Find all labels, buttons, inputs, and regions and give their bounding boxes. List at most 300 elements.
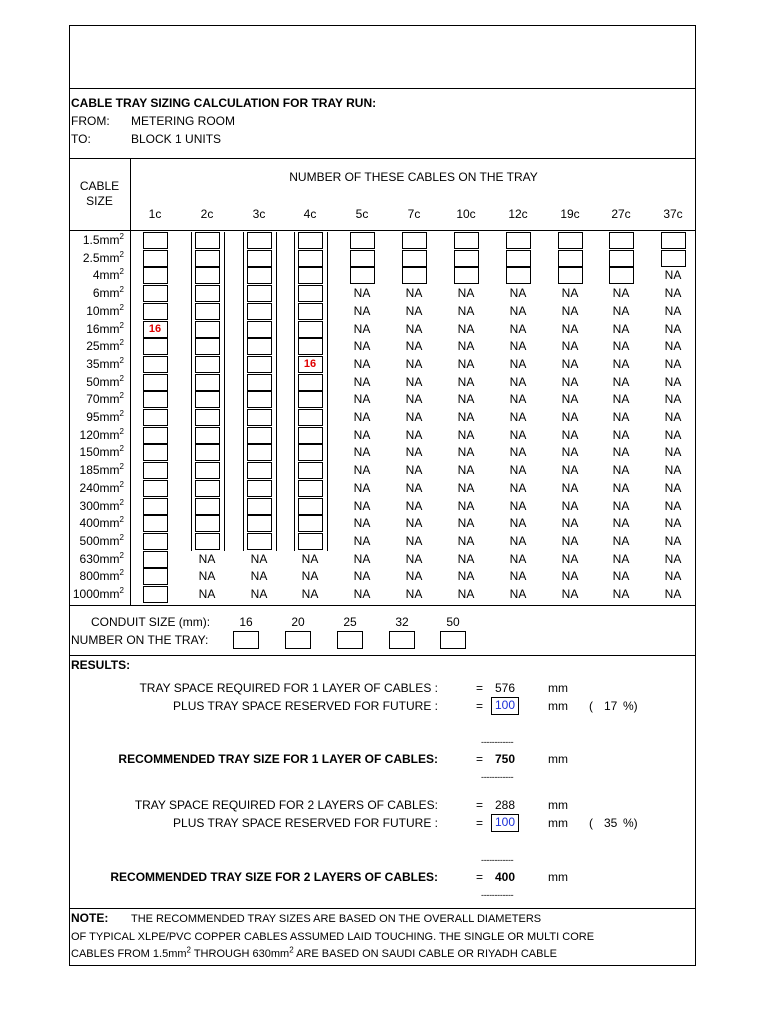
cable-count-cell[interactable] — [298, 391, 323, 408]
cable-count-cell[interactable] — [558, 250, 583, 267]
not-applicable: NA — [353, 321, 371, 336]
not-applicable: NA — [664, 410, 682, 424]
not-applicable: NA — [405, 569, 423, 584]
cable-count-cell[interactable] — [195, 444, 220, 461]
cable-size-label: $630mm^2$ — [79, 550, 124, 566]
not-applicable: NA — [612, 374, 630, 389]
not-applicable: NA — [457, 321, 475, 336]
not-applicable: NA — [509, 356, 527, 371]
not-applicable: NA — [612, 286, 630, 301]
cable-count-cell[interactable] — [247, 515, 272, 532]
cable-count-cell[interactable] — [350, 267, 375, 284]
not-applicable: NA — [612, 427, 630, 442]
cable-count-cell[interactable] — [609, 232, 634, 249]
cable-count-cell[interactable] — [195, 515, 220, 532]
not-applicable: NA — [457, 392, 475, 407]
conduit-count-input[interactable] — [285, 631, 311, 649]
not-applicable: NA — [457, 427, 475, 442]
cable-count-cell[interactable] — [247, 444, 272, 461]
cable-count-cell[interactable] — [195, 374, 220, 391]
not-applicable: NA — [353, 339, 371, 354]
two-layer-percent: 35 — [604, 816, 618, 830]
note-line-1: THE RECOMMENDED TRAY SIZES ARE BASED ON THE OVERALL DIAMETERS — [131, 913, 542, 925]
not-applicable: NA — [664, 498, 682, 513]
cable-count-cell[interactable] — [506, 267, 531, 284]
cable-count-cell[interactable] — [195, 232, 220, 249]
cable-count-cell[interactable] — [298, 515, 323, 532]
not-applicable: NA — [561, 321, 579, 336]
not-applicable: NA — [457, 445, 475, 460]
not-applicable: NA — [301, 569, 319, 584]
cable-count-cell[interactable] — [298, 409, 323, 426]
not-applicable: NA — [405, 356, 423, 371]
cable-count-cell[interactable] — [402, 250, 427, 267]
to-label: TO: — [71, 132, 91, 146]
not-applicable: NA — [405, 498, 423, 513]
one-layer-recommended-value: 750 — [494, 752, 516, 766]
not-applicable: NA — [457, 551, 475, 566]
not-applicable: NA — [664, 303, 682, 318]
cable-count-cell[interactable] — [298, 285, 323, 302]
not-applicable: NA — [457, 480, 475, 495]
cable-count-cell[interactable] — [143, 427, 168, 444]
not-applicable: NA — [612, 498, 630, 513]
not-applicable: NA — [612, 356, 630, 371]
core-header-7c: 7c — [407, 207, 421, 221]
cable-count-cell[interactable] — [143, 551, 168, 568]
cable-count-cell[interactable] — [143, 356, 168, 373]
cable-count-cell[interactable] — [143, 250, 168, 267]
cable-count-cell[interactable] — [143, 515, 168, 532]
not-applicable: NA — [561, 339, 579, 354]
cable-count-cell[interactable]: 16 — [298, 356, 323, 373]
two-layer-required-label: TRAY SPACE REQUIRED FOR 2 LAYERS OF CABLES: — [134, 798, 438, 812]
one-layer-pct-open: ( — [589, 699, 593, 713]
core-header-5c: 5c — [355, 207, 369, 221]
cable-count-cell[interactable] — [247, 356, 272, 373]
cable-count-cell[interactable] — [298, 321, 323, 338]
cable-size-label: $95mm^2$ — [86, 409, 124, 424]
not-applicable: NA — [457, 569, 475, 584]
not-applicable: NA — [457, 374, 475, 389]
not-applicable: NA — [561, 374, 579, 389]
not-applicable: NA — [561, 445, 579, 460]
not-applicable: NA — [509, 339, 527, 354]
not-applicable: NA — [561, 498, 579, 513]
cable-count-cell[interactable] — [143, 568, 168, 585]
not-applicable: NA — [457, 356, 475, 371]
column-strip — [294, 232, 295, 551]
cable-count-cell[interactable] — [661, 250, 686, 267]
note-line-3-sup-2: 2 — [289, 945, 294, 955]
not-applicable: NA — [664, 427, 682, 442]
one-layer-future-equals: = — [476, 699, 484, 713]
cable-count-cell[interactable] — [143, 338, 168, 355]
not-applicable: NA — [612, 303, 630, 318]
core-header-19c: 19c — [560, 207, 580, 221]
cable-count-cell[interactable] — [195, 356, 220, 373]
cable-size-label: $800mm^2$ — [79, 568, 124, 584]
cable-count-cell[interactable] — [247, 285, 272, 302]
not-applicable: NA — [664, 533, 682, 548]
cable-size-label: $240mm^2$ — [79, 479, 124, 495]
cable-count-cell[interactable] — [143, 409, 168, 426]
cable-size-label: $1.5mm^2$ — [82, 232, 124, 247]
two-layer-recommended-label: RECOMMENDED TRAY SIZE FOR 2 LAYERS OF CABLES: — [110, 870, 438, 884]
column-strip — [327, 232, 328, 551]
core-header-2c: 2c — [200, 207, 214, 221]
not-applicable: NA — [457, 339, 475, 354]
not-applicable: NA — [664, 321, 682, 336]
not-applicable: NA — [457, 533, 475, 548]
not-applicable: NA — [353, 374, 371, 389]
cable-size-label: $1000mm^2$ — [72, 586, 124, 601]
cable-count-cell[interactable] — [661, 232, 686, 249]
cable-size-header-line1: CABLE — [79, 179, 120, 193]
core-header-1c: 1c — [148, 207, 162, 221]
cable-count-cell[interactable] — [195, 462, 220, 479]
cable-count-cell[interactable] — [350, 232, 375, 249]
cable-count-cell[interactable] — [143, 267, 168, 284]
not-applicable: NA — [353, 551, 371, 566]
not-applicable: NA — [664, 392, 682, 407]
cable-count-cell[interactable] — [195, 267, 220, 284]
not-applicable: NA — [561, 569, 579, 584]
cable-count-cell[interactable] — [195, 285, 220, 302]
cable-size-header-line2: SIZE — [86, 194, 113, 208]
not-applicable: NA — [509, 303, 527, 318]
not-applicable: NA — [561, 587, 579, 601]
core-header-10c: 10c — [456, 207, 476, 221]
cable-count-cell[interactable] — [195, 480, 220, 497]
one-layer-percent: 17 — [604, 699, 618, 713]
sheet-title: CABLE TRAY SIZING CALCULATION FOR TRAY RUN: — [71, 96, 377, 110]
not-applicable: NA — [353, 498, 371, 513]
cable-size-label: $25mm^2$ — [86, 338, 124, 354]
not-applicable: NA — [353, 303, 371, 318]
cable-count-cell[interactable] — [454, 250, 479, 267]
cable-count-cell[interactable] — [247, 232, 272, 249]
cable-count-cell[interactable] — [609, 267, 634, 284]
not-applicable: NA — [561, 427, 579, 442]
not-applicable: NA — [509, 516, 527, 531]
one-layer-pct-close: %) — [623, 699, 638, 713]
two-layer-dash-top: ------------ — [481, 855, 514, 865]
cable-count-cell[interactable] — [143, 462, 168, 479]
cable-count-cell[interactable] — [298, 533, 323, 550]
conduit-size-25: 25 — [343, 615, 357, 629]
not-applicable: NA — [353, 445, 371, 460]
cable-count-cell[interactable] — [402, 267, 427, 284]
one-layer-required-equals: = — [476, 681, 484, 695]
not-applicable: NA — [612, 551, 630, 566]
not-applicable: NA — [457, 498, 475, 513]
cable-count-cell[interactable] — [558, 267, 583, 284]
not-applicable: NA — [561, 303, 579, 318]
not-applicable: NA — [250, 551, 268, 566]
not-applicable: NA — [509, 498, 527, 513]
cable-count-cell[interactable] — [298, 338, 323, 355]
cable-count-cell[interactable] — [195, 498, 220, 515]
not-applicable: NA — [561, 516, 579, 531]
not-applicable: NA — [353, 533, 371, 548]
cable-count-cell[interactable] — [143, 586, 168, 603]
cable-count-cell[interactable] — [247, 303, 272, 320]
cable-count-cell[interactable] — [298, 232, 323, 249]
two-layer-recommended-value: 400 — [494, 870, 516, 884]
not-applicable: NA — [457, 516, 475, 531]
cable-size-label: $10mm^2$ — [86, 302, 124, 318]
column-strip — [276, 232, 277, 551]
not-applicable: NA — [198, 551, 216, 566]
cable-count-cell[interactable] — [195, 250, 220, 267]
not-applicable: NA — [405, 463, 423, 478]
cable-count-cell[interactable] — [350, 250, 375, 267]
not-applicable: NA — [509, 374, 527, 389]
column-strip — [224, 232, 225, 551]
cable-count-cell[interactable] — [195, 409, 220, 426]
two-layer-recommended-equals: = — [476, 870, 484, 884]
cable-count-cell[interactable] — [143, 391, 168, 408]
not-applicable: NA — [612, 480, 630, 495]
not-applicable: NA — [612, 392, 630, 407]
divider-grid-bottom — [69, 605, 696, 606]
cable-size-label: $16mm^2$ — [86, 320, 124, 336]
cable-count-cell[interactable] — [143, 444, 168, 461]
cable-count-cell[interactable] — [609, 250, 634, 267]
not-applicable: NA — [353, 286, 371, 301]
not-applicable: NA — [301, 587, 319, 601]
core-header-37c: 37c — [663, 207, 683, 221]
one-layer-required-unit: mm — [548, 681, 568, 695]
note-label: NOTE: — [71, 911, 109, 925]
not-applicable: NA — [664, 569, 682, 584]
two-layer-future-label: PLUS TRAY SPACE RESERVED FOR FUTURE : — [173, 816, 438, 830]
cable-count-cell[interactable] — [195, 321, 220, 338]
not-applicable: NA — [664, 463, 682, 478]
cable-count-cell[interactable] — [195, 303, 220, 320]
not-applicable: NA — [664, 339, 682, 354]
two-layer-required-equals: = — [476, 798, 484, 812]
cable-count-cell[interactable] — [195, 533, 220, 550]
core-header-12c: 12c — [508, 207, 528, 221]
cable-count-cell[interactable] — [143, 232, 168, 249]
not-applicable: NA — [457, 463, 475, 478]
not-applicable: NA — [353, 569, 371, 584]
conduit-count-input[interactable] — [440, 631, 466, 649]
not-applicable: NA — [353, 463, 371, 478]
cable-count-cell[interactable] — [143, 498, 168, 515]
not-applicable: NA — [561, 533, 579, 548]
cable-count-cell[interactable] — [143, 374, 168, 391]
not-applicable: NA — [457, 303, 475, 318]
cable-count-cell[interactable] — [506, 250, 531, 267]
cable-count-cell[interactable] — [247, 321, 272, 338]
not-applicable: NA — [457, 410, 475, 424]
cable-count-cell[interactable] — [247, 338, 272, 355]
conduit-count-input[interactable] — [233, 631, 259, 649]
not-applicable: NA — [664, 551, 682, 566]
column-strip — [243, 232, 244, 551]
not-applicable: NA — [457, 587, 475, 601]
cable-count-cell[interactable] — [247, 462, 272, 479]
note-line-2: OF TYPICAL XLPE/PVC COPPER CABLES ASSUMED LAID TOUCHING. THE SINGLE OR MULTI CORE — [71, 931, 595, 943]
one-layer-future-label: PLUS TRAY SPACE RESERVED FOR FUTURE : — [173, 699, 438, 713]
cable-size-label: $120mm^2$ — [79, 426, 124, 442]
cable-count-cell[interactable] — [195, 391, 220, 408]
not-applicable: NA — [353, 427, 371, 442]
not-applicable: NA — [405, 516, 423, 531]
conduit-count-input[interactable] — [337, 631, 363, 649]
not-applicable: NA — [561, 463, 579, 478]
two-layer-required-value: 288 — [494, 798, 516, 812]
cable-count-cell[interactable] — [298, 250, 323, 267]
not-applicable: NA — [405, 374, 423, 389]
not-applicable: NA — [664, 445, 682, 460]
one-layer-recommended-unit: mm — [548, 752, 568, 766]
cable-size-label: $500mm^2$ — [79, 532, 124, 548]
cable-count-cell[interactable] — [402, 232, 427, 249]
conduit-count-input[interactable] — [389, 631, 415, 649]
cable-size-label: $6mm^2$ — [92, 285, 124, 301]
two-layer-future-input[interactable]: 100 — [491, 814, 519, 832]
cable-count-cell[interactable] — [298, 427, 323, 444]
two-layer-pct-close: %) — [623, 816, 638, 830]
not-applicable: NA — [509, 587, 527, 601]
not-applicable: NA — [457, 286, 475, 301]
cable-size-label: $4mm^2$ — [92, 267, 124, 283]
cable-count-cell[interactable] — [247, 480, 272, 497]
cable-count-cell[interactable] — [298, 498, 323, 515]
not-applicable: NA — [664, 286, 682, 301]
cable-count-cell[interactable] — [247, 498, 272, 515]
cable-count-cell[interactable] — [247, 391, 272, 408]
not-applicable: NA — [561, 410, 579, 424]
cable-count-cell[interactable] — [298, 267, 323, 284]
not-applicable: NA — [509, 392, 527, 407]
conduit-number-label: NUMBER ON THE TRAY: — [71, 633, 209, 647]
not-applicable: NA — [405, 587, 423, 601]
not-applicable: NA — [405, 551, 423, 566]
not-applicable: NA — [509, 286, 527, 301]
divider-results-top — [69, 655, 696, 656]
note-line-3-sup-1: 2 — [186, 945, 191, 955]
cable-count-cell[interactable] — [143, 480, 168, 497]
not-applicable: NA — [405, 480, 423, 495]
one-layer-recommended-label: RECOMMENDED TRAY SIZE FOR 1 LAYER OF CABLES: — [118, 752, 438, 766]
core-header-3c: 3c — [252, 207, 266, 221]
note-line-3 — [71, 947, 557, 961]
cable-count-cell[interactable] — [298, 374, 323, 391]
not-applicable: NA — [405, 427, 423, 442]
not-applicable: NA — [509, 480, 527, 495]
not-applicable: NA — [664, 516, 682, 531]
not-applicable: NA — [353, 516, 371, 531]
cable-count-cell[interactable] — [247, 250, 272, 267]
one-layer-future-input[interactable]: 100 — [491, 697, 519, 715]
cable-count-cell[interactable] — [247, 533, 272, 550]
cable-count-cell[interactable] — [558, 232, 583, 249]
divider-header-bottom — [69, 158, 696, 159]
cable-count-cell[interactable] — [298, 444, 323, 461]
note-line-3-part-2: THROUGH 630mm — [190, 948, 290, 960]
not-applicable: NA — [664, 356, 682, 371]
conduit-size-50: 50 — [446, 615, 460, 629]
from-label: FROM: — [71, 114, 110, 128]
two-layer-dash-bottom: ------------ — [481, 890, 514, 900]
note-line-3-part-1: CABLES FROM 1.5mm — [71, 948, 187, 960]
cable-count-cell[interactable] — [195, 338, 220, 355]
cable-count-cell[interactable] — [506, 232, 531, 249]
two-layer-future-equals: = — [476, 816, 484, 830]
to-value: BLOCK 1 UNITS — [131, 132, 222, 146]
cable-count-cell[interactable] — [143, 285, 168, 302]
cable-count-cell[interactable] — [143, 533, 168, 550]
cable-count-cell[interactable]: 16 — [143, 321, 168, 338]
cable-count-cell[interactable] — [298, 462, 323, 479]
not-applicable: NA — [509, 463, 527, 478]
cable-count-cell[interactable] — [247, 374, 272, 391]
cable-count-cell[interactable] — [298, 480, 323, 497]
not-applicable: NA — [509, 445, 527, 460]
not-applicable: NA — [353, 587, 371, 601]
core-header-27c: 27c — [611, 207, 631, 221]
not-applicable: NA — [198, 569, 216, 584]
one-layer-required-label: TRAY SPACE REQUIRED FOR 1 LAYER OF CABLES : — [139, 681, 438, 695]
not-applicable: NA — [561, 356, 579, 371]
one-layer-recommended-equals: = — [476, 752, 484, 766]
cable-size-label: $70mm^2$ — [86, 391, 124, 407]
column-strip — [191, 232, 192, 551]
cable-size-label: $400mm^2$ — [79, 515, 124, 531]
one-layer-future-unit: mm — [548, 699, 568, 713]
cable-count-cell[interactable] — [454, 267, 479, 284]
cable-count-cell[interactable] — [143, 303, 168, 320]
cable-count-cell[interactable] — [195, 427, 220, 444]
from-value: METERING ROOM — [131, 114, 235, 128]
not-applicable: NA — [612, 569, 630, 584]
not-applicable: NA — [405, 533, 423, 548]
not-applicable: NA — [509, 551, 527, 566]
not-applicable: NA — [612, 463, 630, 478]
not-applicable: NA — [405, 445, 423, 460]
conduit-size-32: 32 — [395, 615, 409, 629]
two-layer-pct-open: ( — [589, 816, 593, 830]
cable-count-cell[interactable] — [247, 267, 272, 284]
core-header-4c: 4c — [303, 207, 317, 221]
cable-size-label: $185mm^2$ — [79, 462, 124, 478]
cable-count-cell[interactable] — [247, 409, 272, 426]
not-applicable: NA — [353, 410, 371, 424]
cable-count-cell[interactable] — [298, 303, 323, 320]
not-applicable: NA — [405, 303, 423, 318]
cable-count-cell[interactable] — [247, 427, 272, 444]
not-applicable: NA — [612, 339, 630, 354]
cable-count-cell[interactable] — [454, 232, 479, 249]
not-applicable: NA — [353, 480, 371, 495]
not-applicable: NA — [405, 286, 423, 301]
two-layer-recommended-unit: mm — [548, 870, 568, 884]
two-layer-future-unit: mm — [548, 816, 568, 830]
divider-size-column — [130, 158, 131, 605]
not-applicable: NA — [353, 356, 371, 371]
not-applicable: NA — [509, 569, 527, 584]
not-applicable: NA — [405, 321, 423, 336]
not-applicable: NA — [664, 480, 682, 495]
not-applicable: NA — [250, 587, 268, 601]
cable-count-header: NUMBER OF THESE CABLES ON THE TRAY — [289, 170, 538, 184]
cable-size-label: $50mm^2$ — [86, 373, 124, 389]
